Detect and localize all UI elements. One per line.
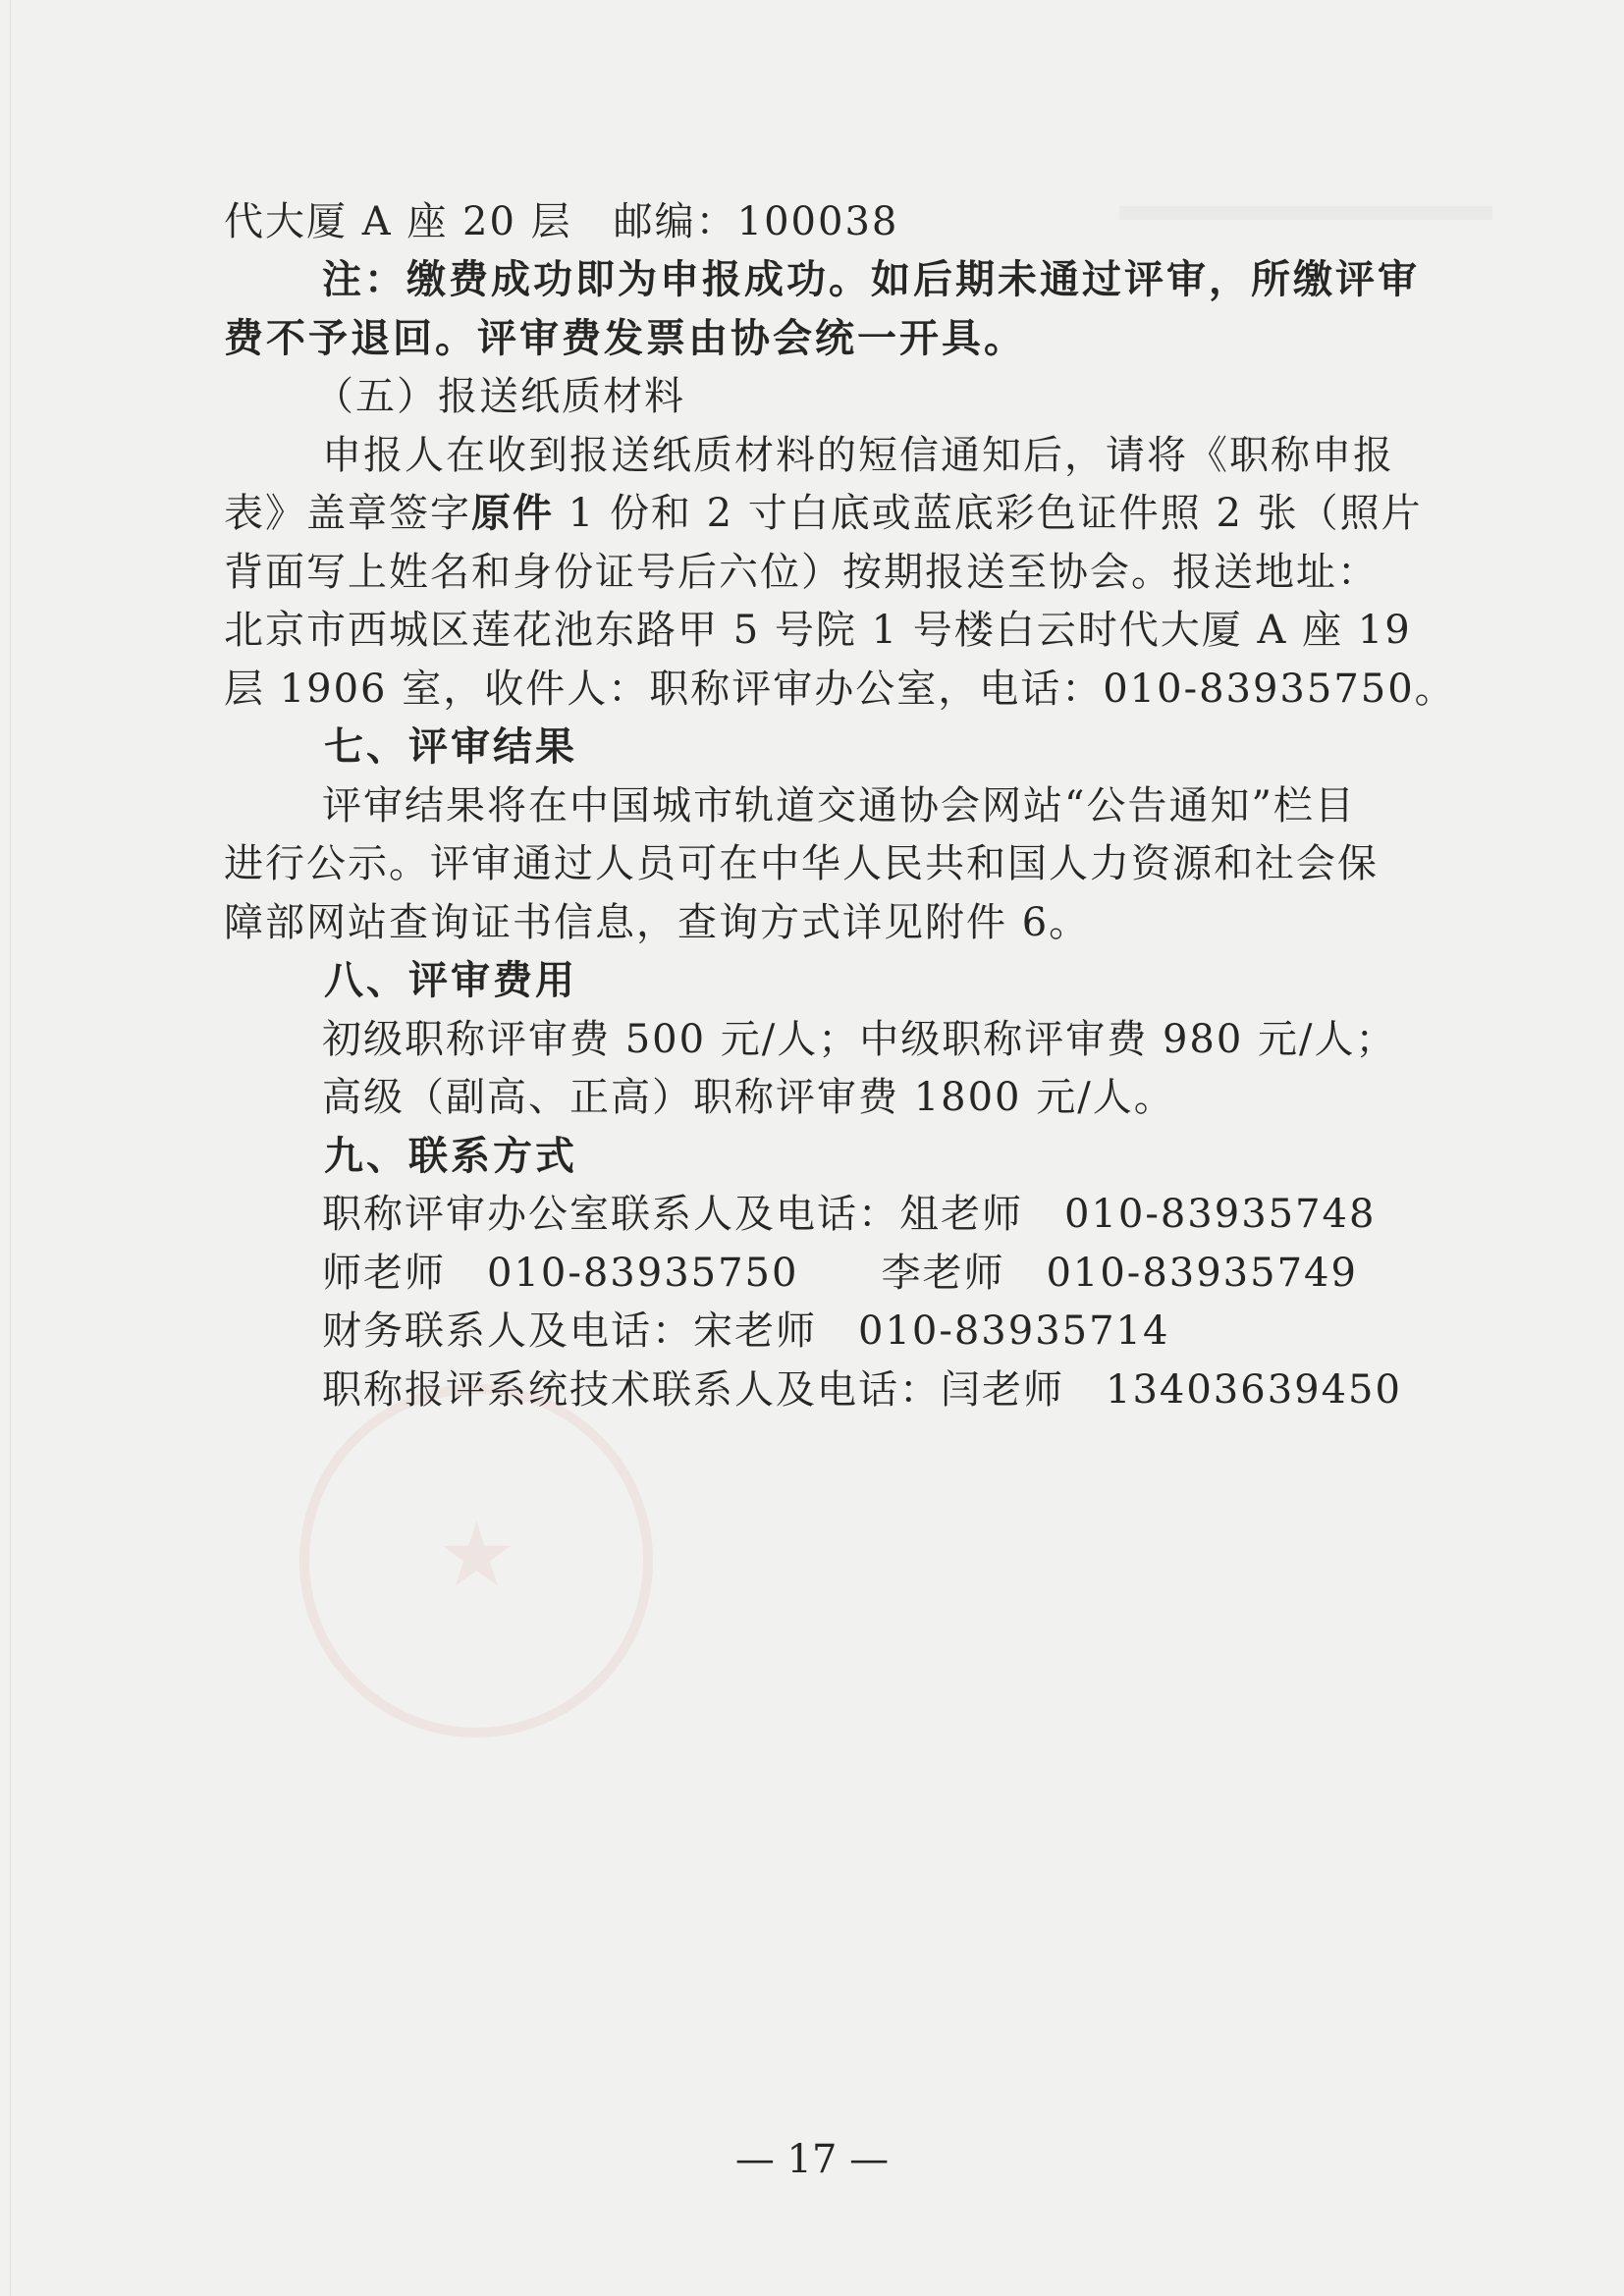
scan-artifact — [1119, 206, 1492, 220]
contact-office-line-2: 师老师 010-83935750 李老师 010-83935749 — [322, 1251, 1358, 1296]
subsection-title-paper-materials: （五）报送纸质材料 — [314, 374, 685, 419]
section-heading-fees: 八、评审费用 — [324, 958, 577, 1003]
page-number: — 17 — — [734, 2137, 890, 2182]
paper-materials-line-3: 背面写上姓名和身份证号后六位）按期报送至协会。报送地址： — [224, 550, 1379, 595]
scan-edge — [0, 0, 11, 2296]
paper-materials-line-1: 申报人在收到报送纸质材料的短信通知后，请将《职称申报 — [322, 433, 1394, 478]
seal-star-icon: ★ — [437, 1504, 516, 1607]
contact-tech-line: 职称报评系统技术联系人及电话：闫老师 13403639450 — [322, 1367, 1402, 1413]
results-line-2: 进行公示。评审通过人员可在中华人民共和国人力资源和社会保 — [224, 841, 1379, 886]
results-line-1: 评审结果将在中国城市轨道交通协会网站“公告通知”栏目 — [322, 783, 1356, 828]
fees-line-1: 初级职称评审费 500 元/人；中级职称评审费 980 元/人； — [322, 1017, 1397, 1062]
paper-materials-line-5: 层 1906 室，收件人：职称评审办公室，电话：010-83935750。 — [224, 667, 1456, 712]
address-continuation: 代大厦 A 座 20 层 邮编：100038 — [224, 199, 899, 244]
original-copy-emphasis: 原件 — [471, 490, 554, 536]
contact-finance-line: 财务联系人及电话：宋老师 010-83935714 — [322, 1308, 1170, 1354]
section-heading-results: 七、评审结果 — [324, 724, 577, 770]
fees-line-2: 高级（副高、正高）职称评审费 1800 元/人。 — [322, 1075, 1175, 1120]
paper-materials-line-4: 北京市西城区莲花池东路甲 5 号院 1 号楼白云时代大厦 A 座 19 — [224, 608, 1412, 653]
paper-materials-text-b: 1 份和 2 寸白底或蓝底彩色证件照 2 张（照片 — [554, 491, 1423, 536]
results-line-3: 障部网站查询证书信息，查询方式详见附件 6。 — [224, 900, 1091, 945]
contact-office-line: 职称评审办公室联系人及电话：俎老师 010-83935748 — [322, 1192, 1377, 1237]
note-line-2: 费不予退回。评审费发票由协会统一开具。 — [224, 315, 1026, 361]
faint-seal — [299, 1384, 653, 1737]
paper-materials-line-2 — [224, 488, 1423, 539]
paper-materials-text-a: 表》盖章签字 — [224, 491, 471, 536]
note-line-1: 注：缴费成功即为申报成功。如后期未通过评审，所缴评审 — [322, 256, 1420, 302]
section-heading-contact: 九、联系方式 — [324, 1134, 577, 1179]
